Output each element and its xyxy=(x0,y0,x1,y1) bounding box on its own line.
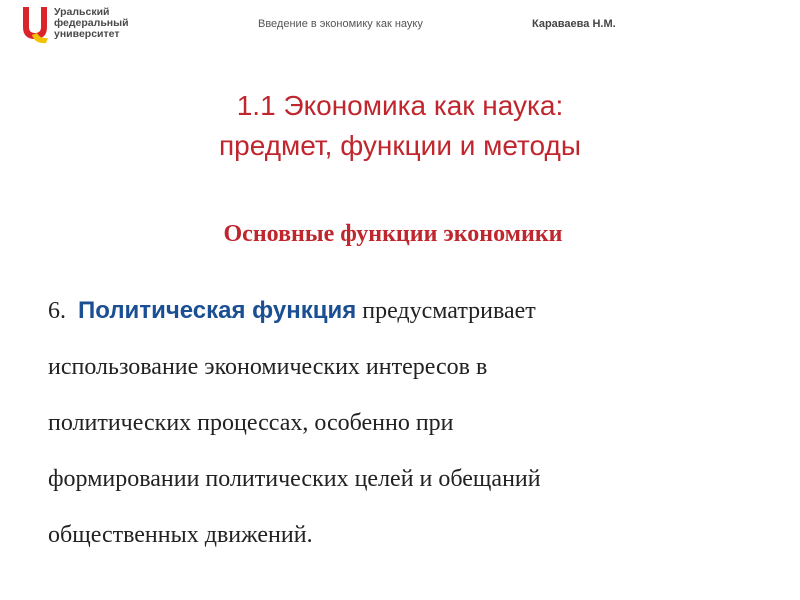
header xyxy=(0,0,800,48)
author-name: Караваева Н.М. xyxy=(532,18,616,30)
logo-line: Уральский xyxy=(54,6,110,18)
logo-line: университет xyxy=(54,28,120,40)
function-term: Политическая функция xyxy=(78,297,357,324)
item-number: 6. xyxy=(48,298,66,324)
urfu-logo-icon xyxy=(20,5,50,45)
body-line-5: общественных движений. xyxy=(48,522,313,548)
title-line-2: предмет, функции и методы xyxy=(219,130,581,161)
slide-title xyxy=(0,86,800,166)
course-title: Введение в экономику как науку xyxy=(258,18,423,30)
body-line-3: политических процессах, особенно при xyxy=(48,410,454,436)
body-paragraph xyxy=(48,283,768,563)
body-line-1 xyxy=(48,283,768,339)
university-logo xyxy=(20,5,180,45)
logo-text xyxy=(54,7,174,40)
logo-line: федеральный xyxy=(54,17,129,29)
body-line-2: использование экономических интересов в xyxy=(48,354,488,380)
title-line-1: 1.1 Экономика как наука: xyxy=(236,90,564,121)
body-line-4: формировании политических целей и обещаний xyxy=(48,466,541,492)
body-line-1-rest: предусматривает xyxy=(362,298,536,324)
slide-subtitle: Основные функции экономики xyxy=(223,221,563,247)
